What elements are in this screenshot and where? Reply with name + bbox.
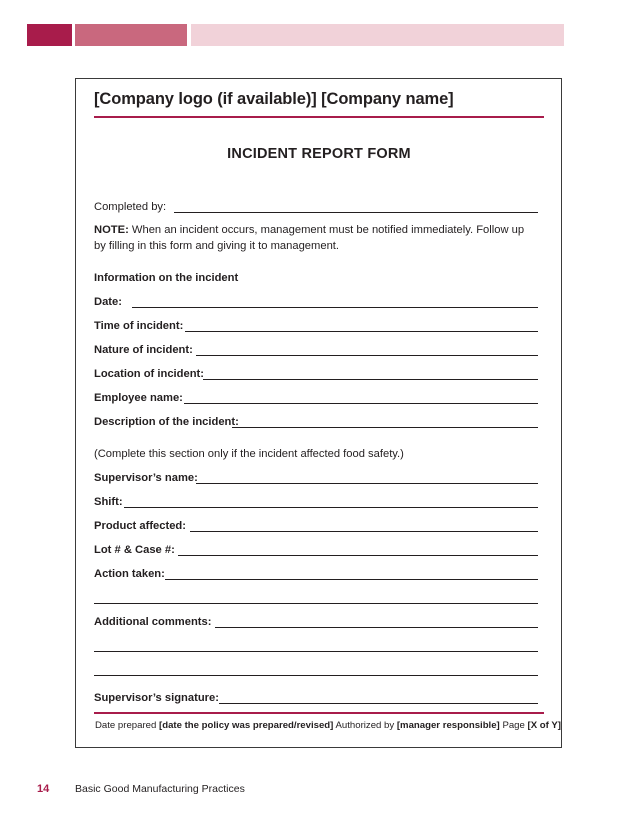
shift-label: Shift: [94,496,123,508]
header-bar-light [191,24,564,46]
signature-label: Supervisor’s signature: [94,692,219,704]
location-label: Location of incident: [94,368,205,380]
lot-field[interactable] [178,555,538,556]
page-value: [X of Y] [527,720,561,731]
action-label: Action taken: [94,568,165,580]
product-field[interactable] [190,531,538,532]
authorized-by-label: Authorized by [335,720,395,731]
date-label: Date: [94,296,122,308]
page-number: 14 [37,783,50,795]
action-field-extra[interactable] [94,603,538,604]
section-incident-heading: Information on the incident [94,272,239,284]
note-line-1 [94,222,524,238]
header-bar-mid [75,24,187,46]
comments-field[interactable] [215,627,538,628]
header-rule [94,116,544,118]
date-prepared-label: Date prepared [95,720,157,731]
form-frame [75,78,562,748]
lot-label: Lot # & Case #: [94,544,175,556]
header-bar-dark [27,24,72,46]
manager-value: [manager responsible] [396,720,500,731]
note-label: NOTE: [94,224,129,236]
book-title: Basic Good Manufacturing Practices [75,783,245,795]
note-text-1: When an incident occurs, management must be notified immediately. Follow up [131,224,525,236]
supervisor-name-label: Supervisor’s name: [94,472,198,484]
date-field[interactable] [132,307,538,308]
nature-field[interactable] [196,355,538,356]
completed-by-field[interactable] [174,212,538,213]
comments-label: Additional comments: [94,616,212,628]
comments-field-extra-2[interactable] [94,675,538,676]
footer-rule [94,712,544,714]
action-field[interactable] [165,579,538,580]
location-field[interactable] [203,379,538,380]
policy-footer [95,720,561,731]
signature-field[interactable] [219,703,538,704]
comments-field-extra-1[interactable] [94,651,538,652]
employee-field[interactable] [184,403,538,404]
description-label: Description of the incident: [94,416,239,428]
nature-label: Nature of incident: [94,344,193,356]
supervisor-name-field[interactable] [196,483,538,484]
note-text-2: by filling in this form and giving it to management. [94,240,340,252]
product-label: Product affected: [94,520,186,532]
food-safety-note: (Complete this section only if the incident affected food safety.) [94,448,404,460]
employee-label: Employee name: [94,392,183,404]
description-field[interactable] [232,427,538,428]
page-label: Page [502,720,525,731]
time-label: Time of incident: [94,320,184,332]
completed-by-label: Completed by: [94,201,167,213]
date-prepared-value: [date the policy was prepared/revised] [159,720,334,731]
shift-field[interactable] [124,507,538,508]
form-title: INCIDENT REPORT FORM [227,146,411,162]
time-field[interactable] [185,331,538,332]
company-header: [Company logo (if available)] [Company name] [94,90,454,108]
